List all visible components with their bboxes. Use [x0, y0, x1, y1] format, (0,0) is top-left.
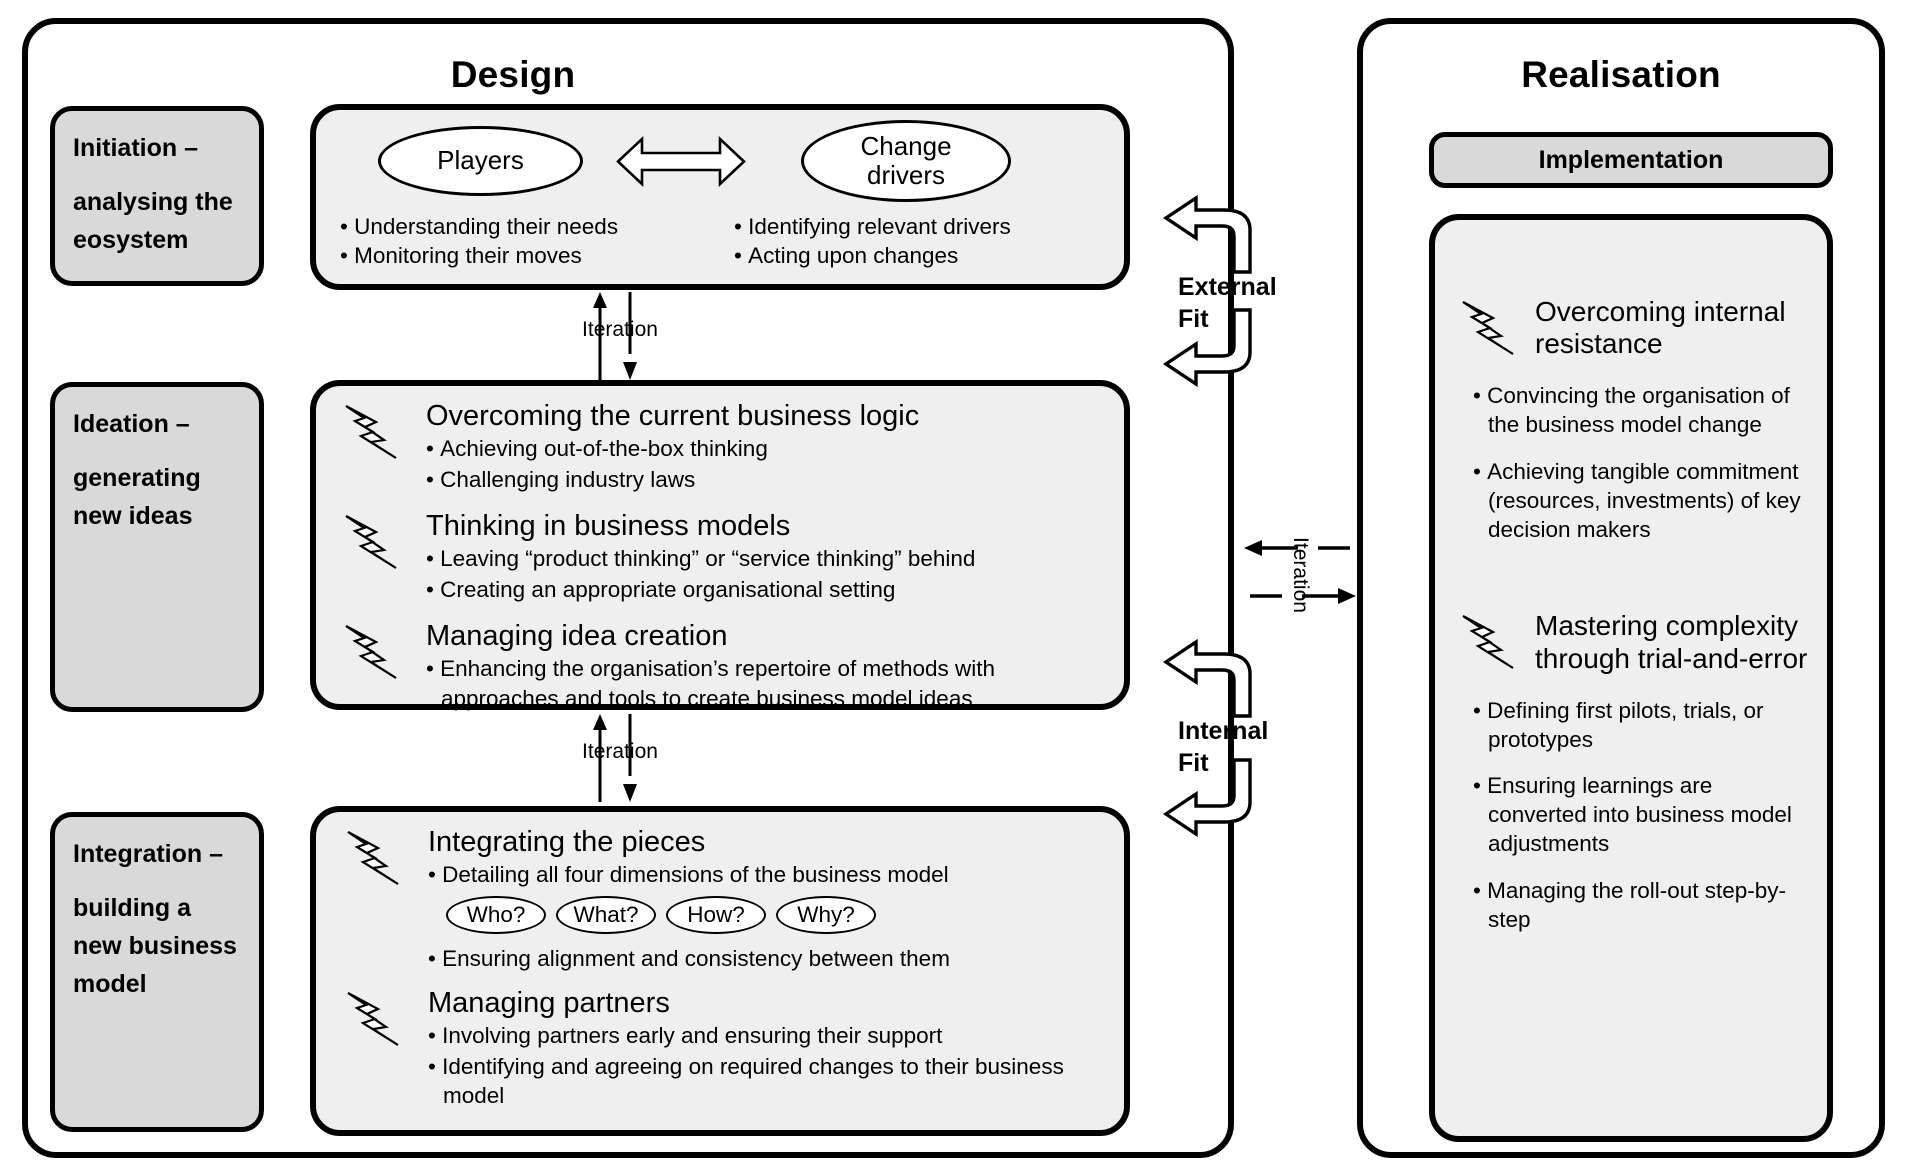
ideation-topics: [340, 400, 1110, 714]
ideation-content-card: [310, 380, 1130, 710]
realisation-topics: [1457, 296, 1813, 952]
topic-bullets: [428, 944, 1112, 973]
topic-body: [426, 620, 1110, 713]
stage-integration-line1: Integration –: [73, 840, 224, 868]
internal-fit-line1: Internal: [1178, 717, 1269, 745]
topic-heading: [1535, 296, 1813, 360]
lightning-bolt-icon: [340, 400, 402, 462]
bullet-item: • Achieving out-of-the-box thinking: [426, 436, 768, 462]
topic-heading-line1: Mastering complexity: [1535, 610, 1798, 642]
bullet-text: Acting upon changes: [748, 243, 959, 269]
topic-heading-line1: Overcoming internal: [1535, 296, 1786, 327]
lightning-bolt-icon: [340, 510, 402, 572]
topic-managing-partners: [342, 987, 1112, 1110]
topic-heading: [1535, 610, 1813, 674]
spacer: [73, 873, 243, 889]
bullet-item: • Convincing the organisation of the business model change: [1473, 383, 1790, 438]
internal-fit-group: [1092, 640, 1272, 840]
bullet-text: Monitoring their moves: [354, 243, 582, 269]
iteration-connector-middle: [1240, 510, 1360, 640]
topic-mastering-complexity: [1457, 610, 1813, 934]
topic-overcoming-internal-resistance: [1457, 296, 1813, 544]
ellipse-why: Why?: [776, 896, 876, 934]
topic-bullets: [426, 434, 1110, 494]
bullet-text: Challenging industry laws: [440, 466, 696, 492]
bullet-item: • Ensuring learnings are converted into business model adjustments: [1473, 773, 1792, 856]
integration-topics: [342, 826, 1112, 1111]
bullet-item: • Leaving “product thinking” or “service thinking” behind: [426, 546, 976, 572]
topic-bullets: [426, 654, 1110, 713]
topic-bullets: [428, 1021, 1112, 1110]
spacer: [73, 167, 243, 183]
iteration-connector-top: [560, 292, 680, 380]
bullet-text: Involving partners early and ensuring their support: [442, 1023, 943, 1049]
ellipse-how: How?: [666, 896, 766, 934]
ellipse-players: Players: [378, 126, 583, 196]
bullet-item: • Ensuring alignment and consistency between them: [428, 945, 950, 971]
topic-heading: Managing partners: [428, 986, 670, 1019]
topic-integrating-the-pieces: [342, 826, 1112, 973]
stage-label-initiation: [50, 106, 264, 286]
topic-heading: Managing idea creation: [426, 619, 728, 652]
stage-label-integration: [50, 812, 264, 1132]
topic-body: [428, 826, 1112, 973]
ellipse-change-drivers-text: [860, 132, 951, 190]
topic-body: [426, 400, 1110, 494]
stage-ideation-line1: Ideation –: [73, 410, 190, 438]
bullet-item: • Defining first pilots, trials, or prototypes: [1473, 697, 1764, 752]
iteration-connector-bottom: [560, 714, 680, 802]
design-panel-title: Design: [450, 54, 576, 95]
bullet-item: • Enhancing the organisation’s repertoire of methods with approaches and tools to create business model ideas: [426, 656, 996, 711]
bullet-item: • Challenging industry laws: [426, 466, 696, 492]
bullet-item: • Identifying relevant drivers: [734, 214, 1011, 239]
bullet-text: Leaving “product thinking” or “service thinking” behind: [440, 546, 976, 572]
bullet-item: • Creating an appropriate organisational setting: [426, 576, 896, 602]
integration-content-card: [310, 806, 1130, 1136]
external-fit-line1: External: [1178, 273, 1277, 301]
lightning-bolt-icon: [342, 826, 404, 888]
internal-fit-line2: Fit: [1178, 748, 1209, 777]
stage-integration-line2: building a: [73, 894, 192, 922]
topic-body: [1473, 296, 1813, 544]
stage-initiation-line2: analysing the: [73, 188, 233, 216]
lightning-bolt-icon: [342, 987, 404, 1049]
stage-ideation-line3: new ideas: [73, 502, 193, 530]
bullet-item: • Achieving tangible commitment (resources, investments) of key decision makers: [1473, 458, 1801, 542]
topic-bullets: [426, 544, 1110, 604]
bullet-text: Understanding their needs: [354, 214, 619, 239]
bullet-text: Identifying relevant drivers: [748, 214, 1011, 239]
bullet-text: Ensuring learnings are converted into business model adjustments: [1487, 773, 1792, 856]
iteration-label-top: Iteration: [582, 318, 658, 341]
bullet-text: Managing the roll-out step-by-step: [1487, 877, 1787, 932]
iteration-label-middle: Iteration: [1289, 537, 1312, 613]
stage-integration-line4: model: [73, 970, 147, 998]
topic-bullets: [1473, 697, 1813, 935]
topic-managing-idea-creation: [340, 620, 1110, 713]
change-drivers-line1: Change: [860, 130, 952, 161]
topic-heading: Thinking in business models: [426, 509, 791, 542]
bullet-item: • Detailing all four dimensions of the business model: [428, 862, 949, 888]
realisation-content-card: [1429, 214, 1833, 1142]
bullet-item: • Involving partners early and ensuring their support: [428, 1023, 943, 1049]
topic-body: [1473, 610, 1813, 934]
stage-integration-line3: new business: [73, 932, 237, 960]
lightning-bolt-icon: [1457, 610, 1519, 672]
bullet-text: Enhancing the organisation’s repertoire of methods with approaches and tools to create business model ideas: [440, 656, 996, 711]
topic-heading: Integrating the pieces: [428, 826, 706, 858]
bullet-item: • Identifying and agreeing on required changes to their business model: [428, 1053, 1064, 1108]
ellipse-change-drivers: [801, 120, 1011, 202]
bullet-item: • Acting upon changes: [734, 243, 959, 269]
bullet-text: Detailing all four dimensions of the business model: [442, 862, 949, 888]
double-headed-arrow-icon: [616, 134, 746, 189]
realisation-panel: [1357, 18, 1885, 1158]
lightning-bolt-icon: [340, 620, 402, 682]
external-fit-line2: Fit: [1178, 304, 1209, 333]
external-fit-group: [1092, 196, 1277, 386]
change-drivers-line2: drivers: [866, 160, 945, 190]
topic-bullets: [1473, 382, 1813, 544]
lightning-bolt-icon: [1457, 296, 1519, 358]
topic-heading: Overcoming the current business logic: [426, 400, 920, 432]
implementation-label-box: Implementation: [1429, 132, 1833, 188]
topic-thinking-in-business-models: [340, 510, 1110, 604]
initiation-content-card: [310, 104, 1130, 290]
stage-ideation-line2: generating: [73, 464, 201, 492]
realisation-panel-title: Realisation: [1521, 54, 1721, 95]
curved-feedback-arrow-icon: [1162, 640, 1266, 718]
topic-body: [426, 510, 1110, 604]
stage-label-ideation: [50, 382, 264, 712]
topic-heading-line2: through trial-and-error: [1535, 642, 1808, 674]
bullet-text: Defining first pilots, trials, or prototypes: [1487, 697, 1764, 752]
initiation-bullets-right: [734, 212, 1114, 271]
bullet-item: • Managing the roll-out step-by-step: [1473, 877, 1787, 932]
bullet-text: Convincing the organisation of the business model change: [1487, 383, 1790, 438]
stage-initiation-line3: eosystem: [73, 226, 189, 254]
ellipse-who: Who?: [446, 896, 546, 934]
spacer: [73, 443, 243, 459]
bullet-text: Achieving tangible commitment (resources, investments) of key decision makers: [1487, 458, 1801, 542]
stage-initiation-line1: Initiation –: [73, 134, 198, 162]
topic-bullets: [428, 860, 1112, 889]
bullet-text: Creating an appropriate organisational setting: [440, 576, 896, 602]
curved-feedback-arrow-icon: [1162, 308, 1266, 386]
ellipse-what: What?: [556, 896, 656, 934]
iteration-label-bottom: Iteration: [582, 740, 658, 763]
bullet-item: • Understanding their needs: [340, 214, 619, 239]
topic-heading-line2: resistance: [1535, 328, 1663, 360]
topic-overcoming-business-logic: [340, 400, 1110, 494]
business-model-dimensions: [446, 896, 1112, 934]
bullet-item: • Monitoring their moves: [340, 243, 582, 269]
curved-feedback-arrow-icon: [1162, 196, 1266, 274]
bullet-text: Identifying and agreeing on required changes to their business model: [442, 1053, 1064, 1108]
curved-feedback-arrow-icon: [1162, 758, 1266, 836]
bullet-text: Achieving out-of-the-box thinking: [440, 436, 768, 462]
initiation-bullets-left: [340, 212, 740, 271]
bullet-text: Ensuring alignment and consistency between them: [442, 945, 950, 971]
topic-body: [428, 987, 1112, 1110]
